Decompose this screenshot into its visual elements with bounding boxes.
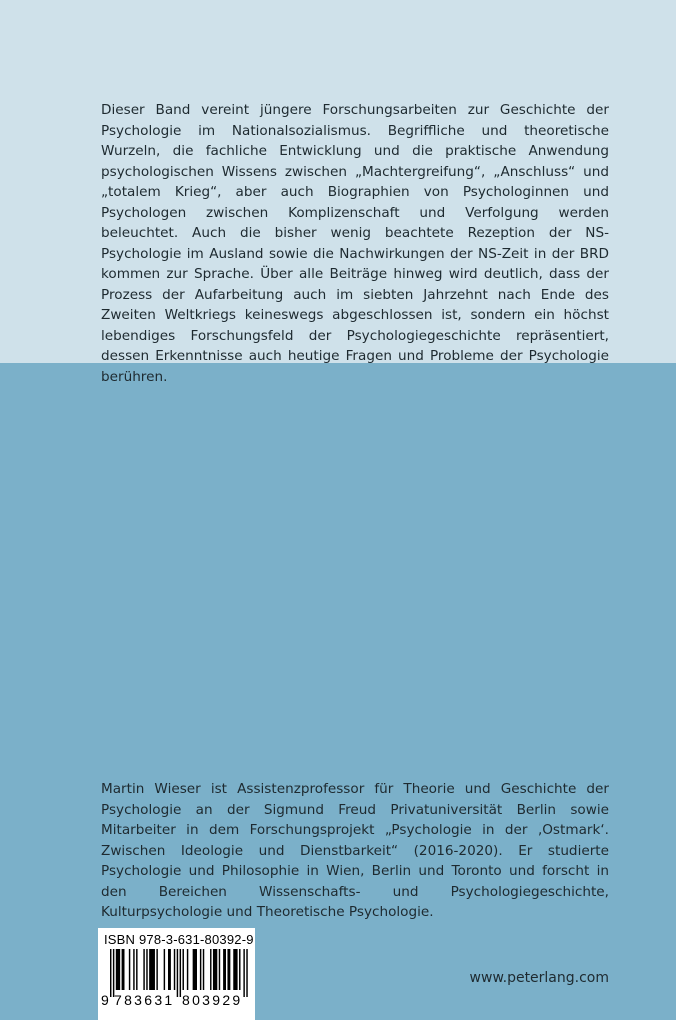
barcode-bar	[187, 949, 188, 990]
barcode-bar	[143, 949, 144, 990]
barcode-bar	[129, 949, 130, 990]
ean-left-group: 783631	[114, 992, 175, 1008]
barcode-bar	[200, 949, 201, 990]
barcode-bar	[177, 949, 178, 997]
barcode-bar	[122, 949, 125, 990]
ean-digits	[98, 992, 255, 1014]
barcode-bar	[193, 949, 197, 990]
barcode-bar	[136, 949, 137, 990]
book-blurb: Dieser Band vereint jüngere Forschungsarbeiten zur Geschichte der Psychologie im Nationalsozialismus. Begriffliche und theoretische Wurzeln, die fachliche Entwicklung und die praktische Anwendung psychologischen Wissens zwischen „Machtergreifung“, „Anschluss“ und „totalem Krieg“, aber auch Biographien von Psychologinnen und Psychologen zwischen Komplizenschaft und Verfolgung werden beleuchtet. Auch die bisher wenig beachtete Rezeption der NS-Psychologie im Ausland sowie die Nachwirkungen der NS-Zeit in der BRD kommen zur Sprache. Über alle Beiträge hinweg wird deutlich, dass der Prozess der Aufarbeitung auch im siebten Jahrzehnt nach Ende des Zweiten Weltkriegs keineswegs abgeschlossen ist, sondern ein höchst lebendiges Forschungsfeld der Psychologiegeschichte repräsentiert, dessen Erkenntnisse auch heutige Fragen und Probleme der Psychologie berühren.	[101, 102, 609, 385]
barcode-bar	[227, 949, 230, 990]
barcode-bar	[246, 949, 247, 997]
barcode-bar	[210, 949, 211, 990]
barcode-bar	[183, 949, 184, 990]
barcode-bar	[116, 949, 120, 990]
barcode-bar	[146, 949, 147, 990]
barcode-bar	[110, 949, 111, 997]
barcode-bar	[180, 949, 181, 997]
isbn-label: ISBN 978-3-631-80392-9	[104, 932, 254, 947]
ean-right-group: 803929	[182, 992, 243, 1008]
barcode-bar	[223, 949, 226, 990]
barcode-bar	[174, 949, 175, 990]
ean-first-digit: 9	[101, 992, 109, 1008]
isbn-barcode	[98, 928, 255, 1020]
barcode-bar	[113, 949, 114, 997]
author-bio: Martin Wieser ist Assistenzprofessor für Theorie und Geschichte der Psychologie an der Sigmund Freud Privatuniversität Berlin sowie Mitarbeiter in dem Forschungsprojekt „Psychologie in der ‚Ostmark‘. Zwischen Ideologie und Dienstbarkeit“ (2016-2020). Er studierte Psychologie und Philosophie in Wien, Berlin und Toronto und forscht in den Bereichen Wissenschafts- und Psychologiegeschichte, Kulturpsychologie und Theoretische Psychologie.	[101, 781, 609, 920]
barcode-bar	[239, 949, 240, 990]
barcode-bar	[243, 949, 244, 997]
barcode-bar	[233, 949, 237, 990]
publisher-website: www.peterlang.com	[469, 970, 609, 986]
barcode-bar	[164, 949, 165, 990]
barcode-bar	[168, 949, 171, 990]
barcode-bar	[149, 949, 155, 990]
barcode-bar	[133, 949, 134, 990]
barcode-bar	[156, 949, 157, 990]
barcode-bar	[219, 949, 220, 990]
barcode-bar	[203, 949, 204, 990]
barcode-bar	[213, 949, 217, 990]
